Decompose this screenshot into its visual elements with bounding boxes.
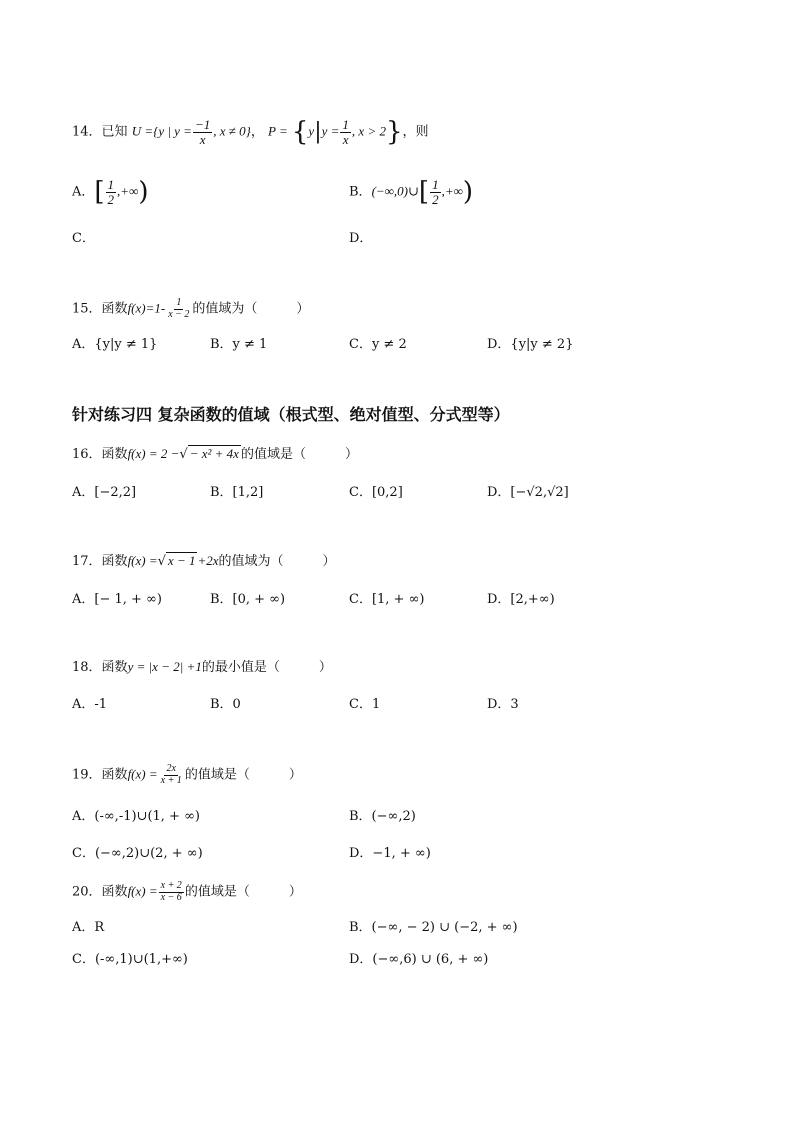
option-b[interactable]: B．0	[210, 697, 241, 712]
option-a[interactable]: A．-1	[72, 697, 108, 712]
option-a[interactable]: A．R	[72, 920, 105, 935]
question-number: 16．	[72, 447, 102, 462]
question-number: 14．	[72, 124, 102, 140]
question-number: 20．	[72, 884, 102, 900]
question-19: 19．函数f(x) = $\frac{2x}{x + 1}$ 的值域是（ ）	[72, 763, 302, 786]
question-20: 20．函数f(x) = $\frac{x + 2}{x - 6}$ 的值域是（ ）	[72, 880, 302, 903]
question-17: 17．函数f(x) =√ x − 1 +2x的值域为（ ）	[72, 553, 336, 569]
function-expression: f(x) =	[127, 553, 158, 568]
question-number: 18．	[72, 660, 102, 675]
option-c[interactable]: C．	[72, 231, 95, 246]
set-p-definition: P =	[268, 123, 288, 139]
option-b[interactable]: B．[1,2]	[210, 485, 264, 500]
function-expression: f(x) =	[127, 883, 158, 899]
option-a[interactable]: A．[ $\frac{1}{2}$ ,+∞)	[72, 177, 149, 208]
function-expression: f(x) =	[127, 766, 158, 782]
question-16: 16．函数f(x) = 2 −√ − x² + 4x 的值域是（ ）	[72, 446, 358, 462]
option-d[interactable]: D．3	[487, 697, 519, 712]
function-expression: f(x)=1-	[127, 300, 166, 316]
option-a[interactable]: A．[− 1, + ∞)	[72, 592, 162, 607]
radicand: x − 1	[167, 553, 196, 568]
option-c[interactable]: C．1	[349, 697, 381, 712]
option-b[interactable]: B．[0, + ∞)	[210, 592, 286, 607]
option-b[interactable]: B．(−∞,2)	[349, 809, 416, 824]
option-d[interactable]: D．	[349, 231, 373, 246]
fraction: $\frac{x + 2}{x - 6}$	[160, 880, 182, 903]
section-heading: 针对练习四 复杂函数的值域（根式型、绝对值型、分式型等）	[72, 405, 510, 424]
option-c[interactable]: C．(-∞,1)∪(1,+∞)	[72, 952, 188, 967]
question-18: 18．函数y = |x − 2| +1的最小值是（ ）	[72, 659, 332, 675]
question-number: 19．	[72, 767, 102, 783]
function-expression: y = |x − 2| +1	[127, 659, 202, 674]
question-number: 15．	[72, 301, 102, 317]
question-15: 15．函数f(x)=1- $\frac{1}{x - 2}$ 的值域为（ ）	[72, 297, 310, 320]
fraction: $\frac{1}{2}$	[432, 177, 439, 207]
fraction: $\frac{2x}{x + 1}$	[160, 763, 182, 786]
fraction: $\frac{1}{x}$	[342, 117, 349, 147]
option-b[interactable]: B．y ≠ 1	[210, 337, 268, 352]
question-text: 已知	[101, 124, 128, 140]
option-d[interactable]: D．[−√2,√2]	[487, 485, 569, 500]
option-d[interactable]: D．(−∞,6) ∪ (6, + ∞)	[349, 952, 489, 967]
option-c[interactable]: C．[1, + ∞)	[349, 592, 425, 607]
option-c[interactable]: C．y ≠ 2	[349, 337, 407, 352]
fraction: $\frac{1}{2}$	[107, 177, 115, 207]
option-d[interactable]: D．[2,+∞)	[487, 592, 555, 607]
option-a[interactable]: A．[−2,2]	[72, 485, 137, 500]
fraction: $\frac{-1}{x}$	[194, 117, 211, 147]
function-expression: f(x) = 2 −	[127, 446, 180, 461]
option-c[interactable]: C．[0,2]	[349, 485, 403, 500]
option-b[interactable]: B．(−∞,0)∪[ $\frac{1}{2}$ ,+∞)	[349, 177, 474, 208]
option-d[interactable]: D．{y|y ≠ 2}	[487, 337, 574, 352]
set-u-definition: U ={y | y =	[131, 123, 192, 139]
option-d[interactable]: D．−1, + ∞)	[349, 846, 431, 861]
radicand: − x² + 4x	[189, 446, 239, 461]
option-a[interactable]: A．{y|y ≠ 1}	[72, 337, 158, 352]
option-c[interactable]: C．(−∞,2)∪(2, + ∞)	[72, 846, 203, 861]
question-number: 17．	[72, 554, 102, 569]
option-a[interactable]: A．(-∞,-1)∪(1, + ∞)	[72, 809, 200, 824]
question-14: 14．已知 U ={y | y = $\frac{-1}{x}$ , x ≠ 0}， P = {y|y = $\frac{1}{x}$ , x > 2}，则	[72, 117, 429, 148]
fraction: $\frac{1}{x - 2}$	[168, 297, 190, 320]
option-b[interactable]: B．(−∞, − 2) ∪ (−2, + ∞)	[349, 920, 518, 935]
